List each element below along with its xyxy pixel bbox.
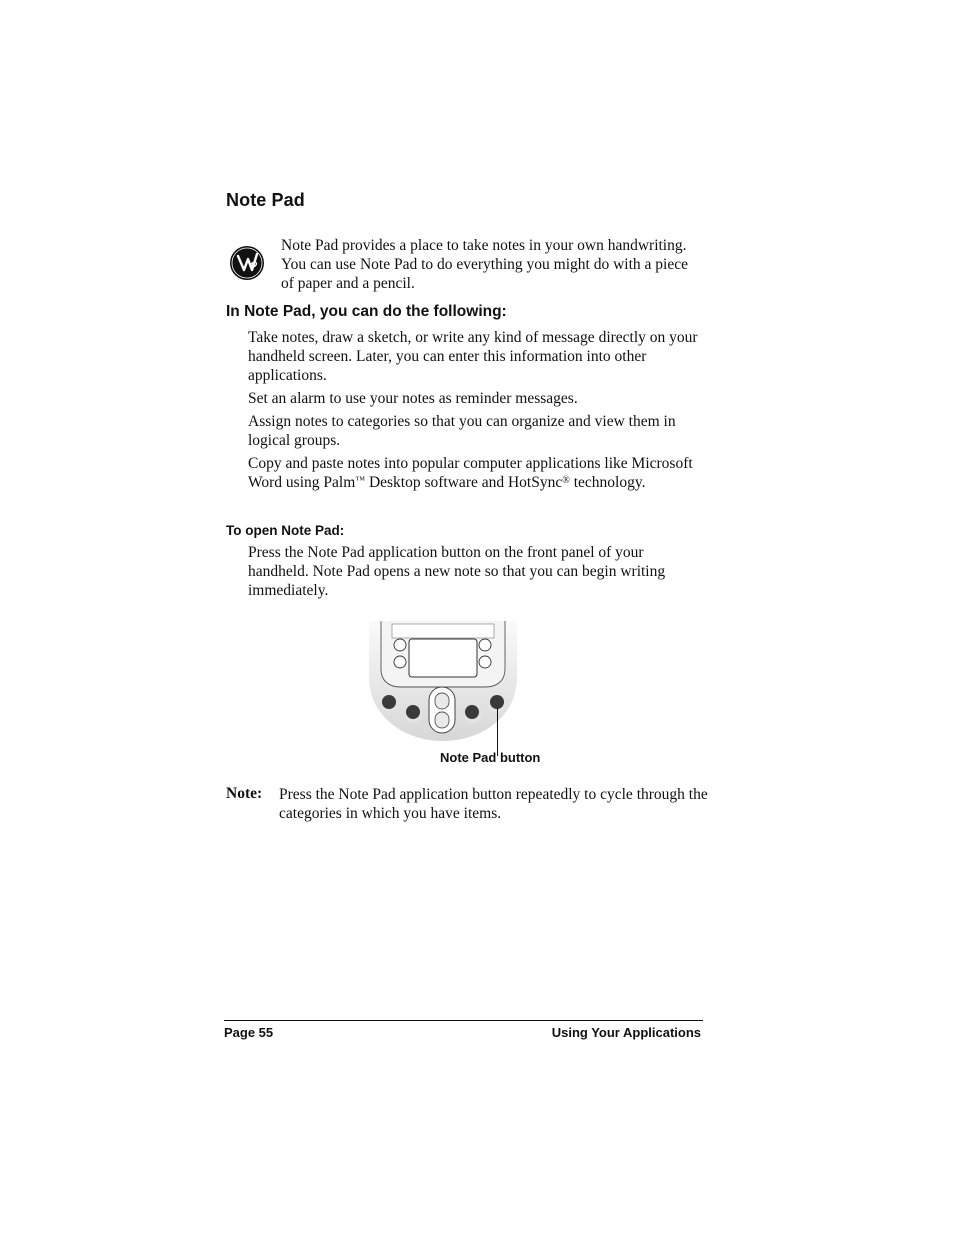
feature-item: Take notes, draw a sketch, or write any kind of message directly on your handheld screen. Later, you can enter this information into other applications. (248, 329, 698, 384)
date-book-button-icon (382, 695, 396, 709)
note-pad-icon (229, 245, 265, 281)
page-title: Note Pad (226, 190, 305, 210)
home-icon (394, 639, 406, 651)
feature-list (248, 328, 708, 496)
todo-button-icon (465, 705, 479, 719)
feature-item: Assign notes to categories so that you can organize and view them in logical groups. (248, 413, 676, 449)
section-title: Using Your Applications (551, 1025, 701, 1040)
features-heading: In Note Pad, you can do the following: (226, 303, 507, 320)
procedure-heading: To open Note Pad: (226, 523, 345, 538)
feature-text: Copy and paste notes into popular computer applications like Microsoft Word using Palm (248, 455, 693, 491)
callout-line (497, 708, 498, 756)
figure-caption: Note Pad button (440, 750, 541, 765)
note-text: Press the Note Pad application button repeatedly to cycle through the categories in which you have items. (279, 786, 708, 822)
calculator-icon (479, 639, 491, 651)
menu-icon (394, 656, 406, 668)
procedure-step: Press the Note Pad application button on the front panel of your handheld. Note Pad opens a new note so that you can begin writing immediately. (248, 544, 666, 599)
registered-symbol: ® (562, 475, 570, 486)
feature-text: technology. (569, 474, 646, 491)
trademark-symbol: ™ (355, 475, 366, 486)
address-button-icon (406, 705, 420, 719)
note-label: Note: (226, 785, 263, 802)
note-pad-button-icon (490, 695, 504, 709)
feature-item (248, 454, 708, 492)
feature-text: Desktop software and HotSync (365, 474, 563, 491)
page-number: Page 55 (224, 1025, 274, 1040)
footer-rule (224, 1020, 703, 1021)
intro-paragraph: Note Pad provides a place to take notes in your own handwriting. You can use Note Pad to do everything you might do with a piece of paper and a pencil. (281, 237, 688, 292)
feature-item: Set an alarm to use your notes as reminder messages. (248, 390, 578, 407)
find-icon (479, 656, 491, 668)
